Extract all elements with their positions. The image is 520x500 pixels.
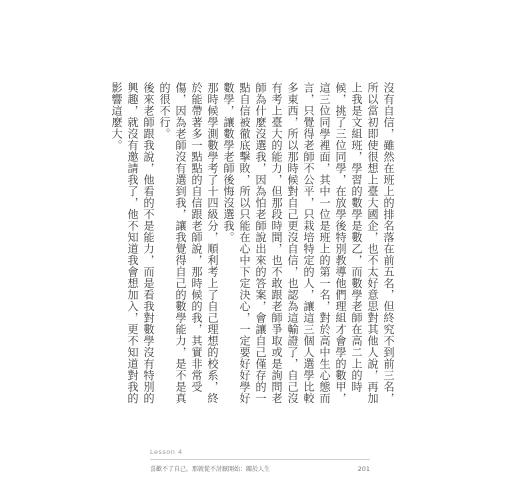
paragraph-2: 那時候學測數學考了十四級分，順利考上了自己理想的校系，終於能帶著多一點點的自信跟老師說，那時候的我，其實非常受傷，因為老師沒有選到我，讓我覺得自己的數學能力，是不是真的很不行。 — [158, 82, 219, 404]
footer-row — [150, 464, 370, 473]
page-footer — [150, 448, 370, 473]
paragraph-1: 沒有自信，雖然在班上的排名落在前五名，但終究不到前三名，所以當初即使很想上臺大國企，也不太好意思對其他人說，再加上我是文組班，學習的數學是數乙，而數學老師在高二上的時候，挑了三位同學，在放學後特別教導他們理組才會學的數甲，這三位同學裡面，其中一位是班上的第一名，對於高中生心態而言，只覺得老師不公平，只栽培特定的人，讓這三個人選學比較多東西，所以那時候對自己更沒自信，也認為這輸證了，自己沒有考上臺大的能力，但那段時間，也不敢跟老師爭取或是詢問老師為什麼沒選我，因為怕老師說出來的答案，會讓自己僅存的一點自信被徹底擊敗，所以只能在心中下定決心，一定要好好學好數學，讓數學老師後悔沒選我。 — [222, 82, 395, 404]
footer-divider — [150, 459, 370, 460]
paragraph-3: 後來老師跟我說，他看的不是能力，而是看我對數學沒有特別的興趣，就沒有邀請我了，他不知道我會想加入，更不知道對我的影響這麼大。 — [110, 82, 155, 404]
chapter-title: 喜歡不了自己，那就從不討厭開始：關於人生 — [150, 466, 271, 473]
body-text — [108, 82, 396, 412]
page-number: 201 — [357, 464, 370, 473]
lesson-label: Lesson 4 — [150, 448, 183, 456]
